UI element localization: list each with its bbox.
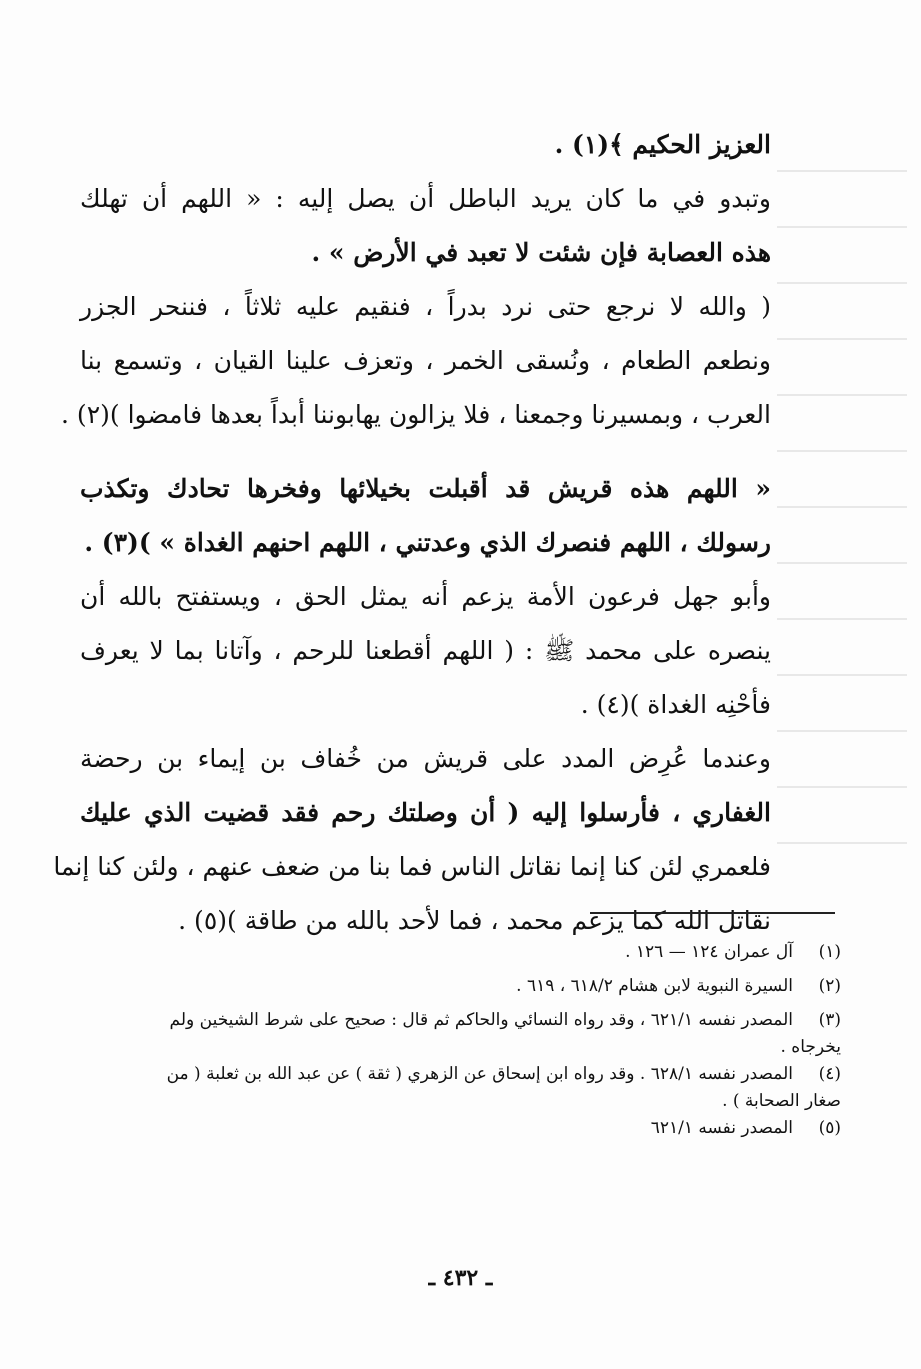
footnote-item: [80, 969, 841, 1003]
footnote-number: (١): [818, 942, 841, 962]
footnote-continuation: يخرجاه .: [780, 1037, 841, 1057]
footnotes: [80, 935, 841, 1145]
text-line: نقاتل الله كما يزعم محمد ، فما لأحد بالله من طاقة )(٥) .: [178, 906, 771, 935]
footnote-item: [80, 1057, 841, 1111]
text-line: رسولك ، اللهم فنصرك الذي وعدتني ، اللهم احنهم الغداة » )(٣) .: [84, 528, 771, 557]
footnote-continuation: صغار الصحابة ) .: [722, 1091, 841, 1111]
footnote-number: (٢): [818, 976, 841, 996]
text-line: فأحْنِه الغداة )(٤) .: [580, 690, 771, 719]
text-line: ( والله لا نرجع حتى نرد بدراً ، فنقيم عليه ثلاثاً ، فننحر الجزر: [80, 292, 771, 321]
text-line: وأبو جهل فرعون الأمة يزعم أنه يمثل الحق ، ويستفتح بالله أن: [80, 582, 771, 611]
text-line: ونطعم الطعام ، ونُسقى الخمر ، وتعزف علينا القيان ، وتسمع بنا: [80, 346, 771, 375]
text-line: « اللهم هذه قريش قد أقبلت بخيلائها وفخرها تحادك وتكذب: [80, 474, 771, 503]
footnote-separator: [590, 912, 835, 914]
footnote-text: آل عمران ١٢٤ — ١٢٦ .: [625, 942, 793, 962]
footnote-item: [80, 935, 841, 969]
footnote-text: المصدر نفسه ٦٢١/١: [650, 1118, 793, 1138]
text-line: وعندما عُرِض المدد على قريش من خُفاف بن إيماء بن رحضة: [80, 744, 771, 773]
text-line: الغفاري ، فأرسلوا إليه ( أن وصلتك رحم فقد قضيت الذي عليك: [80, 798, 771, 827]
main-text: [53, 118, 771, 948]
footnote-number: (٤): [818, 1064, 841, 1084]
text-line: ينصره على محمد ﷺ : ( اللهم أقطعنا للرحم ، وآتانا بما لا يعرف: [80, 636, 771, 665]
text-line: وتبدو في ما كان يريد الباطل أن يصل إليه : « اللهم أن تهلك: [80, 184, 771, 213]
text-line: فلعمري لئن كنا إنما نقاتل الناس فما بنا من ضعف عنهم ، ولئن كنا إنما: [53, 852, 771, 881]
footnote-item: [80, 1111, 841, 1145]
text-line: العزيز الحكيم ﴾(١) .: [554, 130, 771, 159]
text-line: هذه العصابة فإن شئت لا تعبد في الأرض » .: [311, 238, 771, 267]
bleed-through-shadow: [777, 130, 907, 890]
footnote-number: (٣): [818, 1010, 841, 1030]
footnote-number: (٥): [818, 1118, 841, 1138]
text-line: العرب ، وبمسيرنا وجمعنا ، فلا يزالون يهابوننا أبداً بعدها فامضوا )(٢) .: [61, 400, 771, 429]
footnote-text: السيرة النبوية لابن هشام ٦١٨/٢ ، ٦١٩ .: [516, 976, 793, 996]
footnote-text: المصدر نفسه ٦٢١/١ ، وقد رواه النسائي والحاكم ثم قال : صحيح على شرط الشيخين ولم: [169, 1010, 793, 1030]
footnote-text: المصدر نفسه ٦٢٨/١ . وقد رواه ابن إسحاق عن الزهري ( ثقة ) عن عبد الله بن ثعلبة ( من: [166, 1064, 793, 1084]
footnote-item: [80, 1003, 841, 1057]
page-number: ـ ٤٣٢ ـ: [428, 1265, 493, 1291]
